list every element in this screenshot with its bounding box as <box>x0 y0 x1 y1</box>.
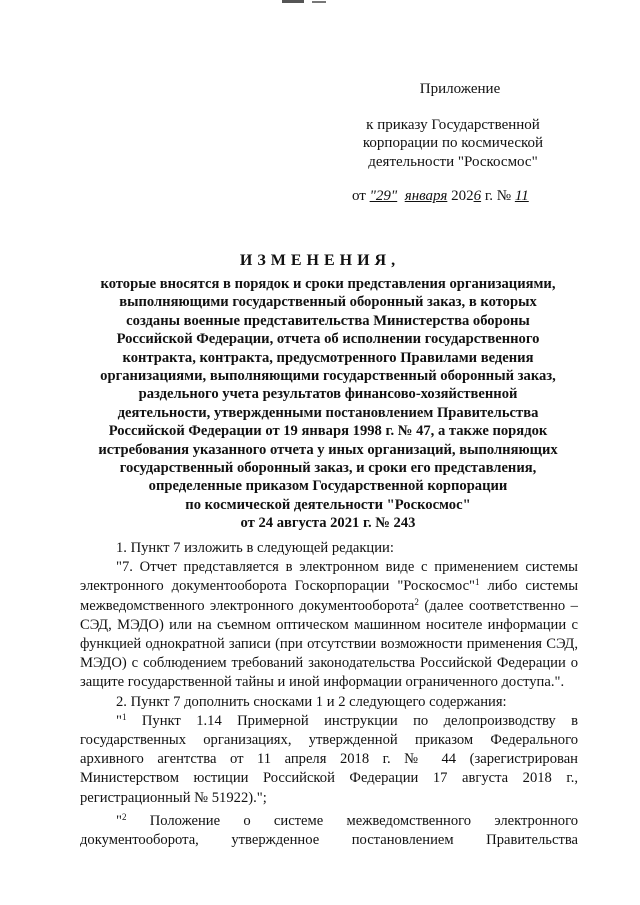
order-line-2: корпорации по космической <box>362 135 544 151</box>
footnote-ref-2: 2 <box>414 596 419 607</box>
order-month: января <box>404 188 448 204</box>
subtitle-line: государственный оборонный заказ, и сроки его представления, <box>119 460 537 477</box>
order-date-line <box>352 187 560 206</box>
appendix-header <box>346 80 560 206</box>
footnote-ref-1: 1 <box>475 577 480 588</box>
footnote-1-quote: " <box>116 712 122 729</box>
subtitle-line: истребования указанного отчета у иных организаций, выполняющих <box>98 441 558 458</box>
subtitle-line: деятельности, утвержденными постановлением Правительства <box>117 404 539 421</box>
order-year-digit: 6 <box>473 188 482 204</box>
paragraph-2 <box>80 558 578 692</box>
subtitle-line: от 24 августа 2021 г. № 243 <box>240 515 416 532</box>
footnote-1-text: Пункт 1.14 Примерной инструкции по делопроизводству в государственных организациях, утвержденной приказом Федерального архивного агентства от 11 апреля 2018 г. № 44 (зарегистрирован Министерством юстиции Российской Федерации 17 августа 2018 г., регистрационный № 51922)."; <box>80 712 578 806</box>
subtitle-line: определенные приказом Государственной корпорации <box>148 478 508 495</box>
order-number: 11 <box>514 188 529 204</box>
footnote-1-marker: 1 <box>121 711 127 722</box>
footnote-2-text: Положение о системе межведомственного электронного документооборота, утвержденное постановлением Правительства <box>80 812 578 849</box>
order-year-prefix: 202 <box>451 188 474 204</box>
appendix-label: Приложение <box>419 81 501 97</box>
scan-artifact-mark-2 <box>312 1 326 3</box>
subtitle-line: раздельного учета результатов финансово-хозяйственной <box>138 386 518 403</box>
date-prefix: от <box>352 188 366 204</box>
paragraph-2-text-c: (далее соответственно – СЭД, МЭДО) или на съемном оптическом машинном носителе информации с функцией однократной записи (при отсутствии возможности применения СЭД, МЭДО) с соблюдением требований законодательства Российской Федерации о защите государственной тайны и иной информации ограниченного доступа.". <box>80 597 578 691</box>
paragraph-2-text-a: "7. Отчет представляется в электронном виде с применением системы электронного документооборота Госкорпорации "Роскосмос" <box>80 559 578 595</box>
paragraph-3: 2. Пункт 7 дополнить сносками 1 и 2 следующего содержания: <box>116 693 507 710</box>
document-title: ИЗМЕНЕНИЯ, <box>239 252 401 269</box>
subtitle-line: которые вносятся в порядок и сроки представления организациями, <box>100 276 556 292</box>
number-sign: № <box>496 188 512 204</box>
footnote-2 <box>80 812 578 850</box>
year-suffix: г. <box>484 188 494 204</box>
subtitle-line: Российской Федерации, отчета об исполнении государственного <box>116 331 540 348</box>
footnote-1 <box>80 712 578 808</box>
subtitle-line: по космической деятельности "Роскосмос" <box>185 496 471 513</box>
document-body <box>80 539 578 850</box>
paragraph-1: 1. Пункт 7 изложить в следующей редакции: <box>116 540 394 556</box>
scan-artifact-mark <box>282 0 304 3</box>
order-day: "29" <box>369 188 398 204</box>
subtitle-line: контракта, контракта, предусмотренного Правилами ведения <box>122 349 534 366</box>
document-subtitle <box>78 275 578 533</box>
order-line-1: к приказу Государственной <box>366 116 540 133</box>
subtitle-line: выполняющими государственный оборонный заказ, в которых <box>119 294 537 311</box>
footnote-2-quote: " <box>116 812 122 829</box>
order-line-3: деятельности "Роскосмос" <box>368 153 538 170</box>
subtitle-line: Российской Федерации от 19 января 1998 г. № 47, а также порядок <box>108 423 548 440</box>
subtitle-line: организациями, выполняющими государственный оборонный заказ, <box>100 368 556 385</box>
footnote-2-marker: 2 <box>121 811 127 822</box>
subtitle-line: созданы военные представительства Министерства обороны <box>126 312 530 329</box>
paragraph-2-text-b: либо системы межведомственного электронного документооборота <box>80 578 579 614</box>
